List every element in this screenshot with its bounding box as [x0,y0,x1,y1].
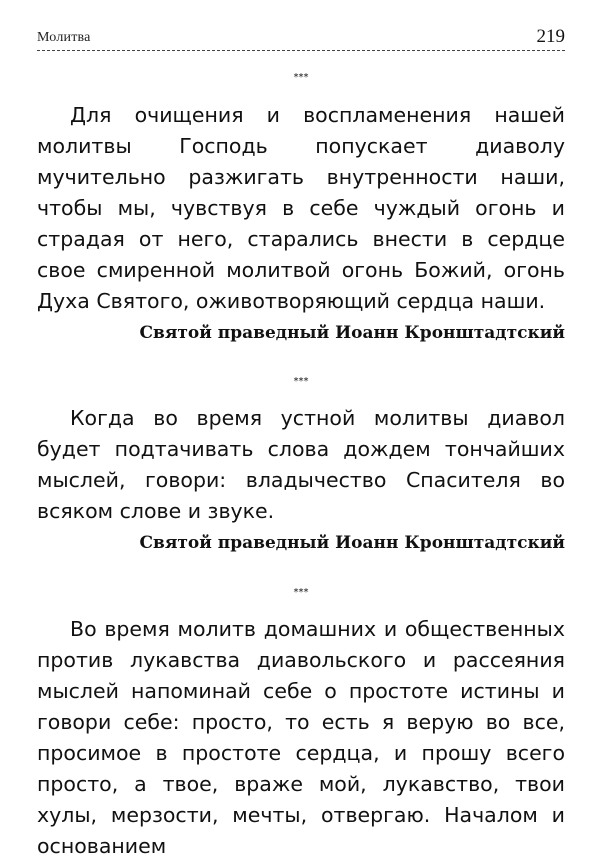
section-separator: *** [293,587,309,598]
quote-paragraph-3 [37,614,565,862]
running-header [37,26,565,48]
section-title: Молитва [37,30,91,45]
quote-text: Во время молитв домашних и общественных против лукавства диавольского и рассеяния мыслей напоминай себе о простоте истины и говори себе: просто, то есть я верую во все, просимое в простоте сердца, и прошу всего просто, а твое, враже мой, лукавство, твои хулы, мерзости, мечты, отвергаю. Началом и основанием [37,617,565,858]
quote-attribution-2: Святой праведный Иоанн Кронштадтский [139,533,565,553]
quote-text: Для очищения и воспламенения нашей молитвы Господь попускает диаволу мучительно разжигать внутренности наши, чтобы мы, чувствуя в себе чуждый огонь и страдая от него, старались внести в сердце свое смиренной молитвой огонь Божий, огонь Духа Святого, оживотворяющий сердца наши. [37,103,565,313]
quote-text: Когда во время устной молитвы диавол будет подтачивать слова дождем тончайших мыслей, говори: владычество Спасителя во всяком слове и звуке. [37,406,565,523]
quote-attribution-1: Святой праведный Иоанн Кронштадтский [139,323,565,343]
section-separator: *** [293,376,309,387]
quote-paragraph-1 [37,100,565,317]
section-separator: *** [293,72,309,83]
header-divider [37,50,565,51]
quote-paragraph-2 [37,403,565,527]
page-number: 219 [536,26,565,47]
